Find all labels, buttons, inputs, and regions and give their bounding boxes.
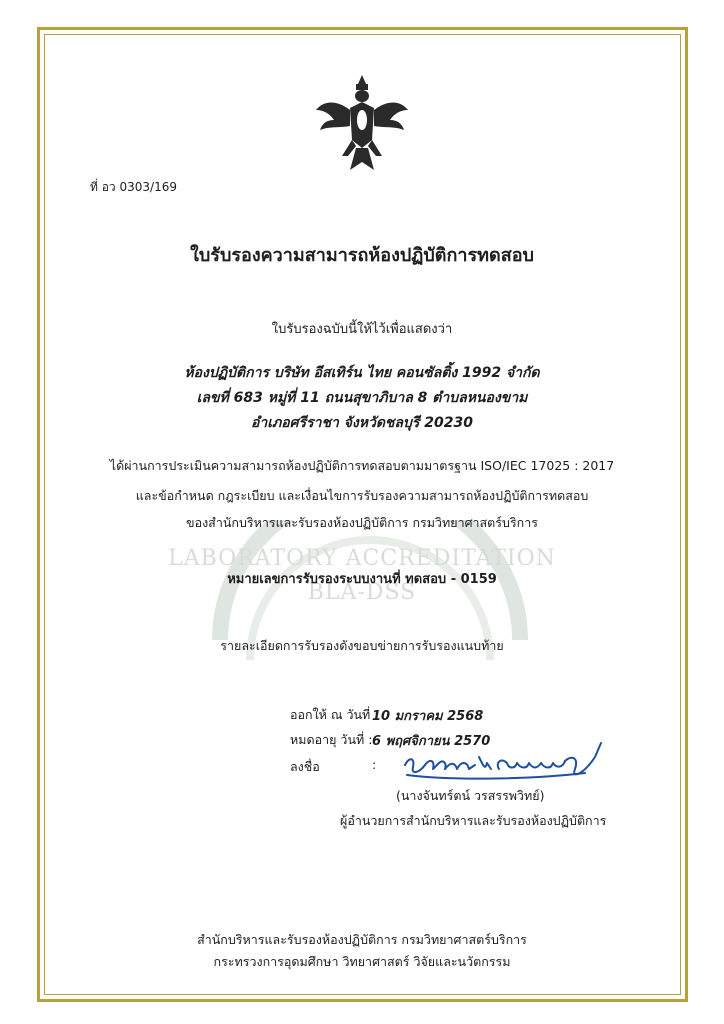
intro-text: ใบรับรองฉบับนี้ให้ไว้เพื่อแสดงว่า bbox=[271, 322, 453, 337]
accreditation-number: หมายเลขการรับรองระบบงานที่ ทดสอบ - 0159 bbox=[227, 572, 497, 587]
signer-name: (นางจันทร์ตน์ วรสรรพวิทย์) bbox=[396, 788, 545, 803]
issuing-ministry: กระทรวงการอุดมศึกษา วิทยาศาสตร์ วิจัยและนวัตกรรม bbox=[213, 954, 511, 969]
document-number: ที่ อว 0303/169 bbox=[90, 180, 177, 194]
assessment-text-line: ของสำนักบริหารและรับรองห้องปฏิบัติการ กรมวิทยาศาสตร์บริการ bbox=[186, 515, 538, 530]
issued-date-label: ออกให้ ณ วันที่ : bbox=[290, 707, 379, 722]
issued-date-value: 10 มกราคม 2568 bbox=[372, 709, 484, 724]
signature-colon: : bbox=[372, 757, 377, 772]
watermark-text-line: LABORATORY ACCREDITATION bbox=[168, 546, 556, 571]
watermark-text-line: BLA-DSS bbox=[307, 580, 417, 605]
expiry-date-value: 6 พฤศจิกายน 2570 bbox=[372, 734, 491, 749]
scope-details-note: รายละเอียดการรับรองดังขอบข่ายการรับรองแนบท้าย bbox=[220, 638, 504, 653]
assessment-text-line: และข้อกำหนด กฎระเบียบ และเงื่อนไขการรับรองความสามารถห้องปฏิบัติการทดสอบ bbox=[135, 488, 589, 503]
signer-title: ผู้อำนวยการสำนักบริหารและรับรองห้องปฏิบัติการ bbox=[340, 813, 607, 828]
assessment-text-line: ได้ผ่านการประเมินความสามารถห้องปฏิบัติการทดสอบตามมาตรฐาน ISO/IEC 17025 : 2017 bbox=[109, 458, 615, 473]
expiry-date-label: หมดอายุ วันที่ : bbox=[290, 732, 373, 747]
signature-label: ลงชื่อ bbox=[290, 759, 320, 774]
laboratory-address-line: เลขที่ 683 หมู่ที่ 11 ถนนสุขาภิบาล 8 ตำบลหนองขาม bbox=[196, 390, 528, 406]
issuing-office: สำนักบริหารและรับรองห้องปฏิบัติการ กรมวิทยาศาสตร์บริการ bbox=[197, 932, 527, 947]
certificate-title: ใบรับรองความสามารถห้องปฏิบัติการทดสอบ bbox=[190, 245, 534, 266]
laboratory-address-line: อำเภอศรีราชา จังหวัดชลบุรี 20230 bbox=[250, 415, 473, 431]
garuda-emblem-icon bbox=[312, 70, 412, 180]
laboratory-name: ห้องปฏิบัติการ บริษัท อีสเทิร์น ไทย คอนซัลติ้ง 1992 จำกัด bbox=[184, 365, 540, 381]
